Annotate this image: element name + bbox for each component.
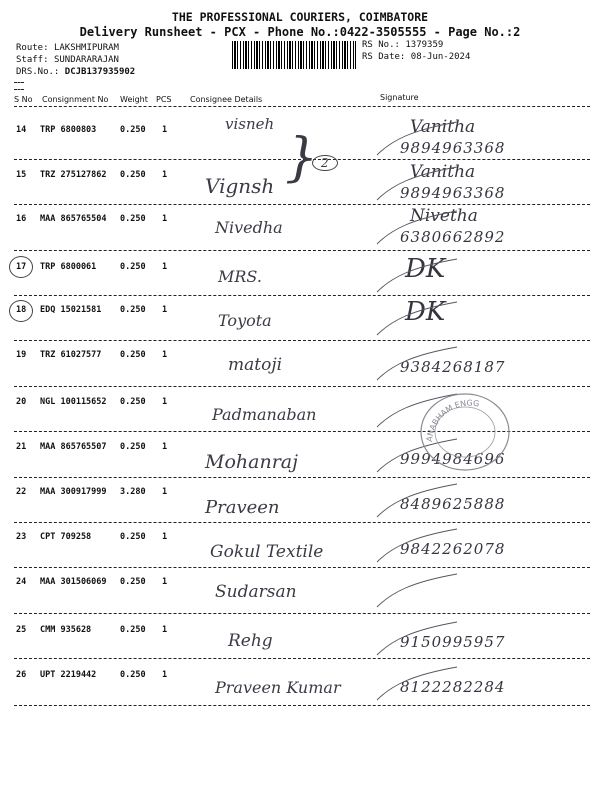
row-consignment: MAA 301506069	[40, 577, 107, 587]
row-separator	[14, 204, 590, 205]
row-signature-phone: 9894963368	[400, 184, 506, 202]
row-consignment: MAA 300917999	[40, 487, 107, 497]
row-signature-phone: 6380662892	[400, 228, 506, 246]
row-sno: 24	[16, 577, 27, 587]
row-weight: 0.250	[120, 442, 146, 452]
route-value: LAKSHMIPURAM	[53, 43, 119, 53]
drs-value: DCJB137935902	[64, 67, 136, 77]
signature-stroke	[372, 209, 462, 249]
row-weight: 0.250	[120, 577, 146, 587]
col-header-consignment: Consignment No	[42, 95, 109, 104]
row-pcs: 1	[162, 350, 168, 360]
row-consignee-handwriting: Praveen	[205, 497, 280, 518]
row-weight: 3.280	[120, 487, 146, 497]
staff-line	[16, 55, 119, 65]
row-signature-phone: 9384268187	[400, 358, 506, 376]
row-sno: 26	[16, 670, 27, 680]
header-dash	[14, 89, 24, 90]
signature-stroke	[372, 572, 462, 612]
row-separator	[14, 295, 590, 296]
row-sno: 25	[16, 625, 27, 635]
runsheet-title: Delivery Runsheet - PCX - Phone No.:0422-3505555 - Page No.:2	[79, 25, 521, 39]
row-signature-name: Vanitha	[410, 117, 476, 137]
row-consignee-handwriting: Toyota	[218, 311, 272, 330]
row-sno: 19	[16, 350, 27, 360]
count-annotation: 2	[312, 155, 338, 171]
row-pcs: 1	[162, 214, 168, 224]
row-consignment: TRP 6800803	[40, 125, 97, 135]
row-separator	[14, 705, 590, 706]
row-signature-phone: 8122282284	[400, 678, 506, 696]
row-consignee-handwriting: visneh	[225, 115, 275, 133]
row-weight: 0.250	[120, 397, 146, 407]
row-separator	[14, 567, 590, 568]
row-consignment: EDQ 15021581	[40, 305, 102, 315]
header-dash	[14, 82, 24, 83]
drs-label: DRS.No.:	[16, 67, 60, 77]
staff-label: Staff:	[16, 55, 49, 65]
row-signature-name: DK	[405, 297, 446, 327]
row-sno: 18	[16, 305, 27, 315]
row-sno: 20	[16, 397, 27, 407]
row-consignee-handwriting: Vignsh	[205, 174, 275, 198]
row-consignment: TRZ 61027577	[40, 350, 102, 360]
company-stamp	[410, 384, 520, 474]
col-header-consignee: Consignee Details	[190, 95, 263, 104]
row-weight: 0.250	[120, 625, 146, 635]
row-signature-name: DK	[405, 254, 446, 284]
row-weight: 0.250	[120, 125, 146, 135]
row-signature-name: Vanitha	[410, 162, 476, 182]
row-signature-phone: 9150995957	[400, 633, 506, 651]
row-separator	[14, 613, 590, 614]
row-separator	[14, 658, 590, 659]
row-consignment: CPT 709258	[40, 532, 92, 542]
row-sno: 21	[16, 442, 27, 452]
row-separator	[14, 477, 590, 478]
row-sno: 16	[16, 214, 27, 224]
row-sno: 15	[16, 170, 27, 180]
row-weight: 0.250	[120, 305, 146, 315]
row-pcs: 1	[162, 577, 168, 587]
signature-stroke	[372, 482, 462, 522]
row-consignment: MAA 865765504	[40, 214, 107, 224]
drs-line	[16, 67, 135, 77]
row-weight: 0.250	[120, 350, 146, 360]
col-header-sno: S No	[14, 95, 33, 104]
row-pcs: 1	[162, 262, 168, 272]
staff-value: SUNDARARAJAN	[53, 55, 119, 65]
row-weight: 0.250	[120, 262, 146, 272]
row-consignee-handwriting: Nivedha	[215, 218, 283, 237]
row-consignee-handwriting: Mohanraj	[205, 451, 298, 473]
row-consignee-handwriting: Sudarsan	[215, 582, 297, 602]
route-line	[16, 43, 119, 53]
row-weight: 0.250	[120, 214, 146, 224]
row-signature-phone: 9894963368	[400, 139, 506, 157]
col-header-weight: Weight	[120, 95, 148, 104]
row-consignment: TRP 6800061	[40, 262, 97, 272]
row-weight: 0.250	[120, 670, 146, 680]
row-consignee-handwriting: MRS.	[218, 267, 262, 286]
signature-stroke	[372, 665, 462, 705]
stamp-text: ANABHAM ENGG	[424, 398, 481, 443]
company-name: THE PROFESSIONAL COURIERS, COIMBATORE	[171, 10, 429, 24]
row-weight: 0.250	[120, 532, 146, 542]
row-consignment: NGL 100115652	[40, 397, 107, 407]
header-rule	[14, 106, 590, 107]
signature-stroke	[372, 120, 462, 160]
row-pcs: 1	[162, 170, 168, 180]
row-consignment: UPT 2219442	[40, 670, 97, 680]
row-sno: 22	[16, 487, 27, 497]
signature-stroke	[372, 345, 462, 385]
row-signature-phone: 9842262078	[400, 540, 506, 558]
sno-circle-mark	[9, 300, 33, 322]
signature-stroke	[372, 620, 462, 660]
row-pcs: 1	[162, 487, 168, 497]
row-separator	[14, 340, 590, 341]
route-label: Route:	[16, 43, 49, 53]
signature-stroke	[372, 165, 462, 205]
row-pcs: 1	[162, 532, 168, 542]
signature-stroke	[372, 257, 462, 297]
rs-no-value: 1379359	[405, 40, 444, 50]
row-consignee-handwriting: Praveen Kumar	[215, 678, 341, 697]
row-pcs: 1	[162, 125, 168, 135]
row-sno: 23	[16, 532, 27, 542]
row-sno: 14	[16, 125, 27, 135]
row-signature-phone: 9994984696	[400, 450, 506, 468]
row-signature-phone: 8489625888	[400, 495, 506, 513]
rs-no-label: RS No.:	[362, 40, 400, 50]
rs-no-line	[362, 40, 443, 50]
col-header-pcs: PCS	[156, 95, 172, 104]
rs-date-value: 08-Jun-2024	[410, 52, 471, 62]
rs-date-label: RS Date:	[362, 52, 406, 62]
row-consignment: MAA 865765507	[40, 442, 107, 452]
row-pcs: 1	[162, 670, 168, 680]
row-consignee-handwriting: Padmanaban	[212, 405, 317, 424]
row-consignment: TRZ 275127862	[40, 170, 107, 180]
row-sno: 17	[16, 262, 27, 272]
brace-mark: }	[285, 128, 319, 188]
rs-date-line	[362, 52, 470, 62]
barcode-image	[232, 41, 356, 69]
row-pcs: 1	[162, 397, 168, 407]
row-pcs: 1	[162, 442, 168, 452]
row-consignment: CMM 935628	[40, 625, 92, 635]
row-weight: 0.250	[120, 170, 146, 180]
row-consignee-handwriting: Rehg	[228, 631, 273, 651]
col-header-signature: Signature	[380, 93, 419, 102]
signature-stroke	[372, 527, 462, 567]
row-pcs: 1	[162, 625, 168, 635]
row-signature-name: Nivetha	[410, 206, 478, 226]
row-consignee-handwriting: matoji	[228, 355, 283, 375]
sno-circle-mark	[9, 256, 33, 278]
row-consignee-handwriting: Gokul Textile	[210, 542, 324, 562]
row-separator	[14, 522, 590, 523]
row-separator	[14, 250, 590, 251]
row-pcs: 1	[162, 305, 168, 315]
signature-stroke	[372, 300, 462, 340]
